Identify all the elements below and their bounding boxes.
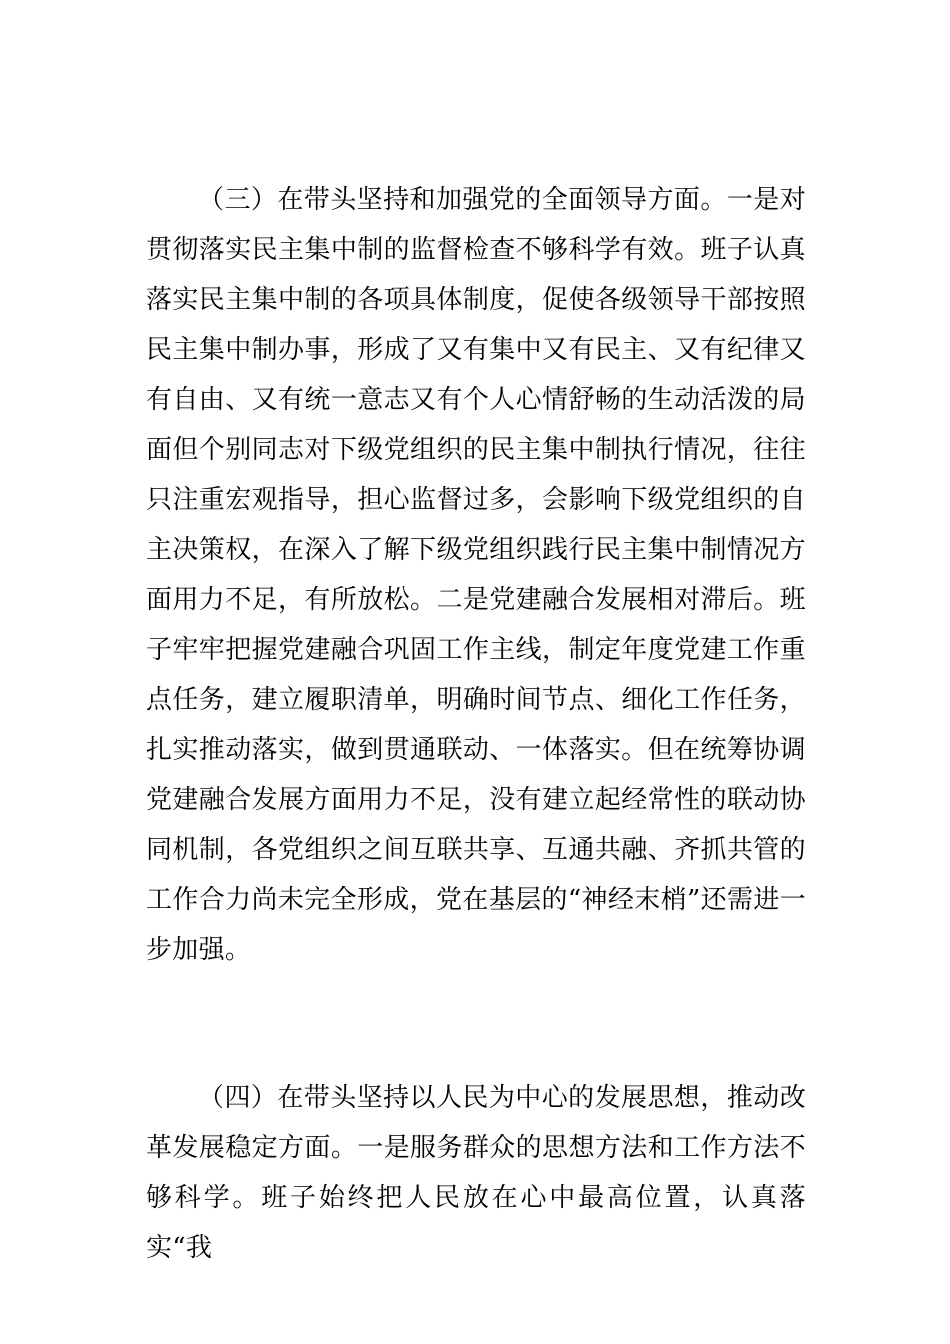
paragraph-section-four: （四）在带头坚持以人民为中心的发展思想，推动改革发展稳定方面。一是服务群众的思想方法和工作方法不够科学。班子始终把人民放在心中最高位置，认真落实“我: [146, 1083, 806, 1263]
paragraph-section-three: （三）在带头坚持和加强党的全面领导方面。一是对贯彻落实民主集中制的监督检查不够科学有效。班子认真落实民主集中制的各项具体制度，促使各级领导干部按照民主集中制办事，形成了又有集中又有民主、又有纪律又有自由、又有统一意志又有个人心情舒畅的生动活泼的局面但个别同志对下级党组织的民主集中制执行情况，往往只注重宏观指导，担心监督过多，会影响下级党组织的自主决策权，在深入了解下级党组织践行民主集中制情况方面用力不足，有所放松。二是党建融合发展相对滞后。班子牢牢把握党建融合巩固工作主线，制定年度党建工作重点任务，建立履职清单，明确时间节点、细化工作任务，扎实推动落实，做到贯通联动、一体落实。但在统筹协调党建融合发展方面用力不足，没有建立起经常性的联动协同机制，各党组织之间互联共享、互通共融、齐抓共管的工作合力尚未完全形成，党在基层的“神经末梢”还需进一步加强。: [146, 185, 806, 965]
